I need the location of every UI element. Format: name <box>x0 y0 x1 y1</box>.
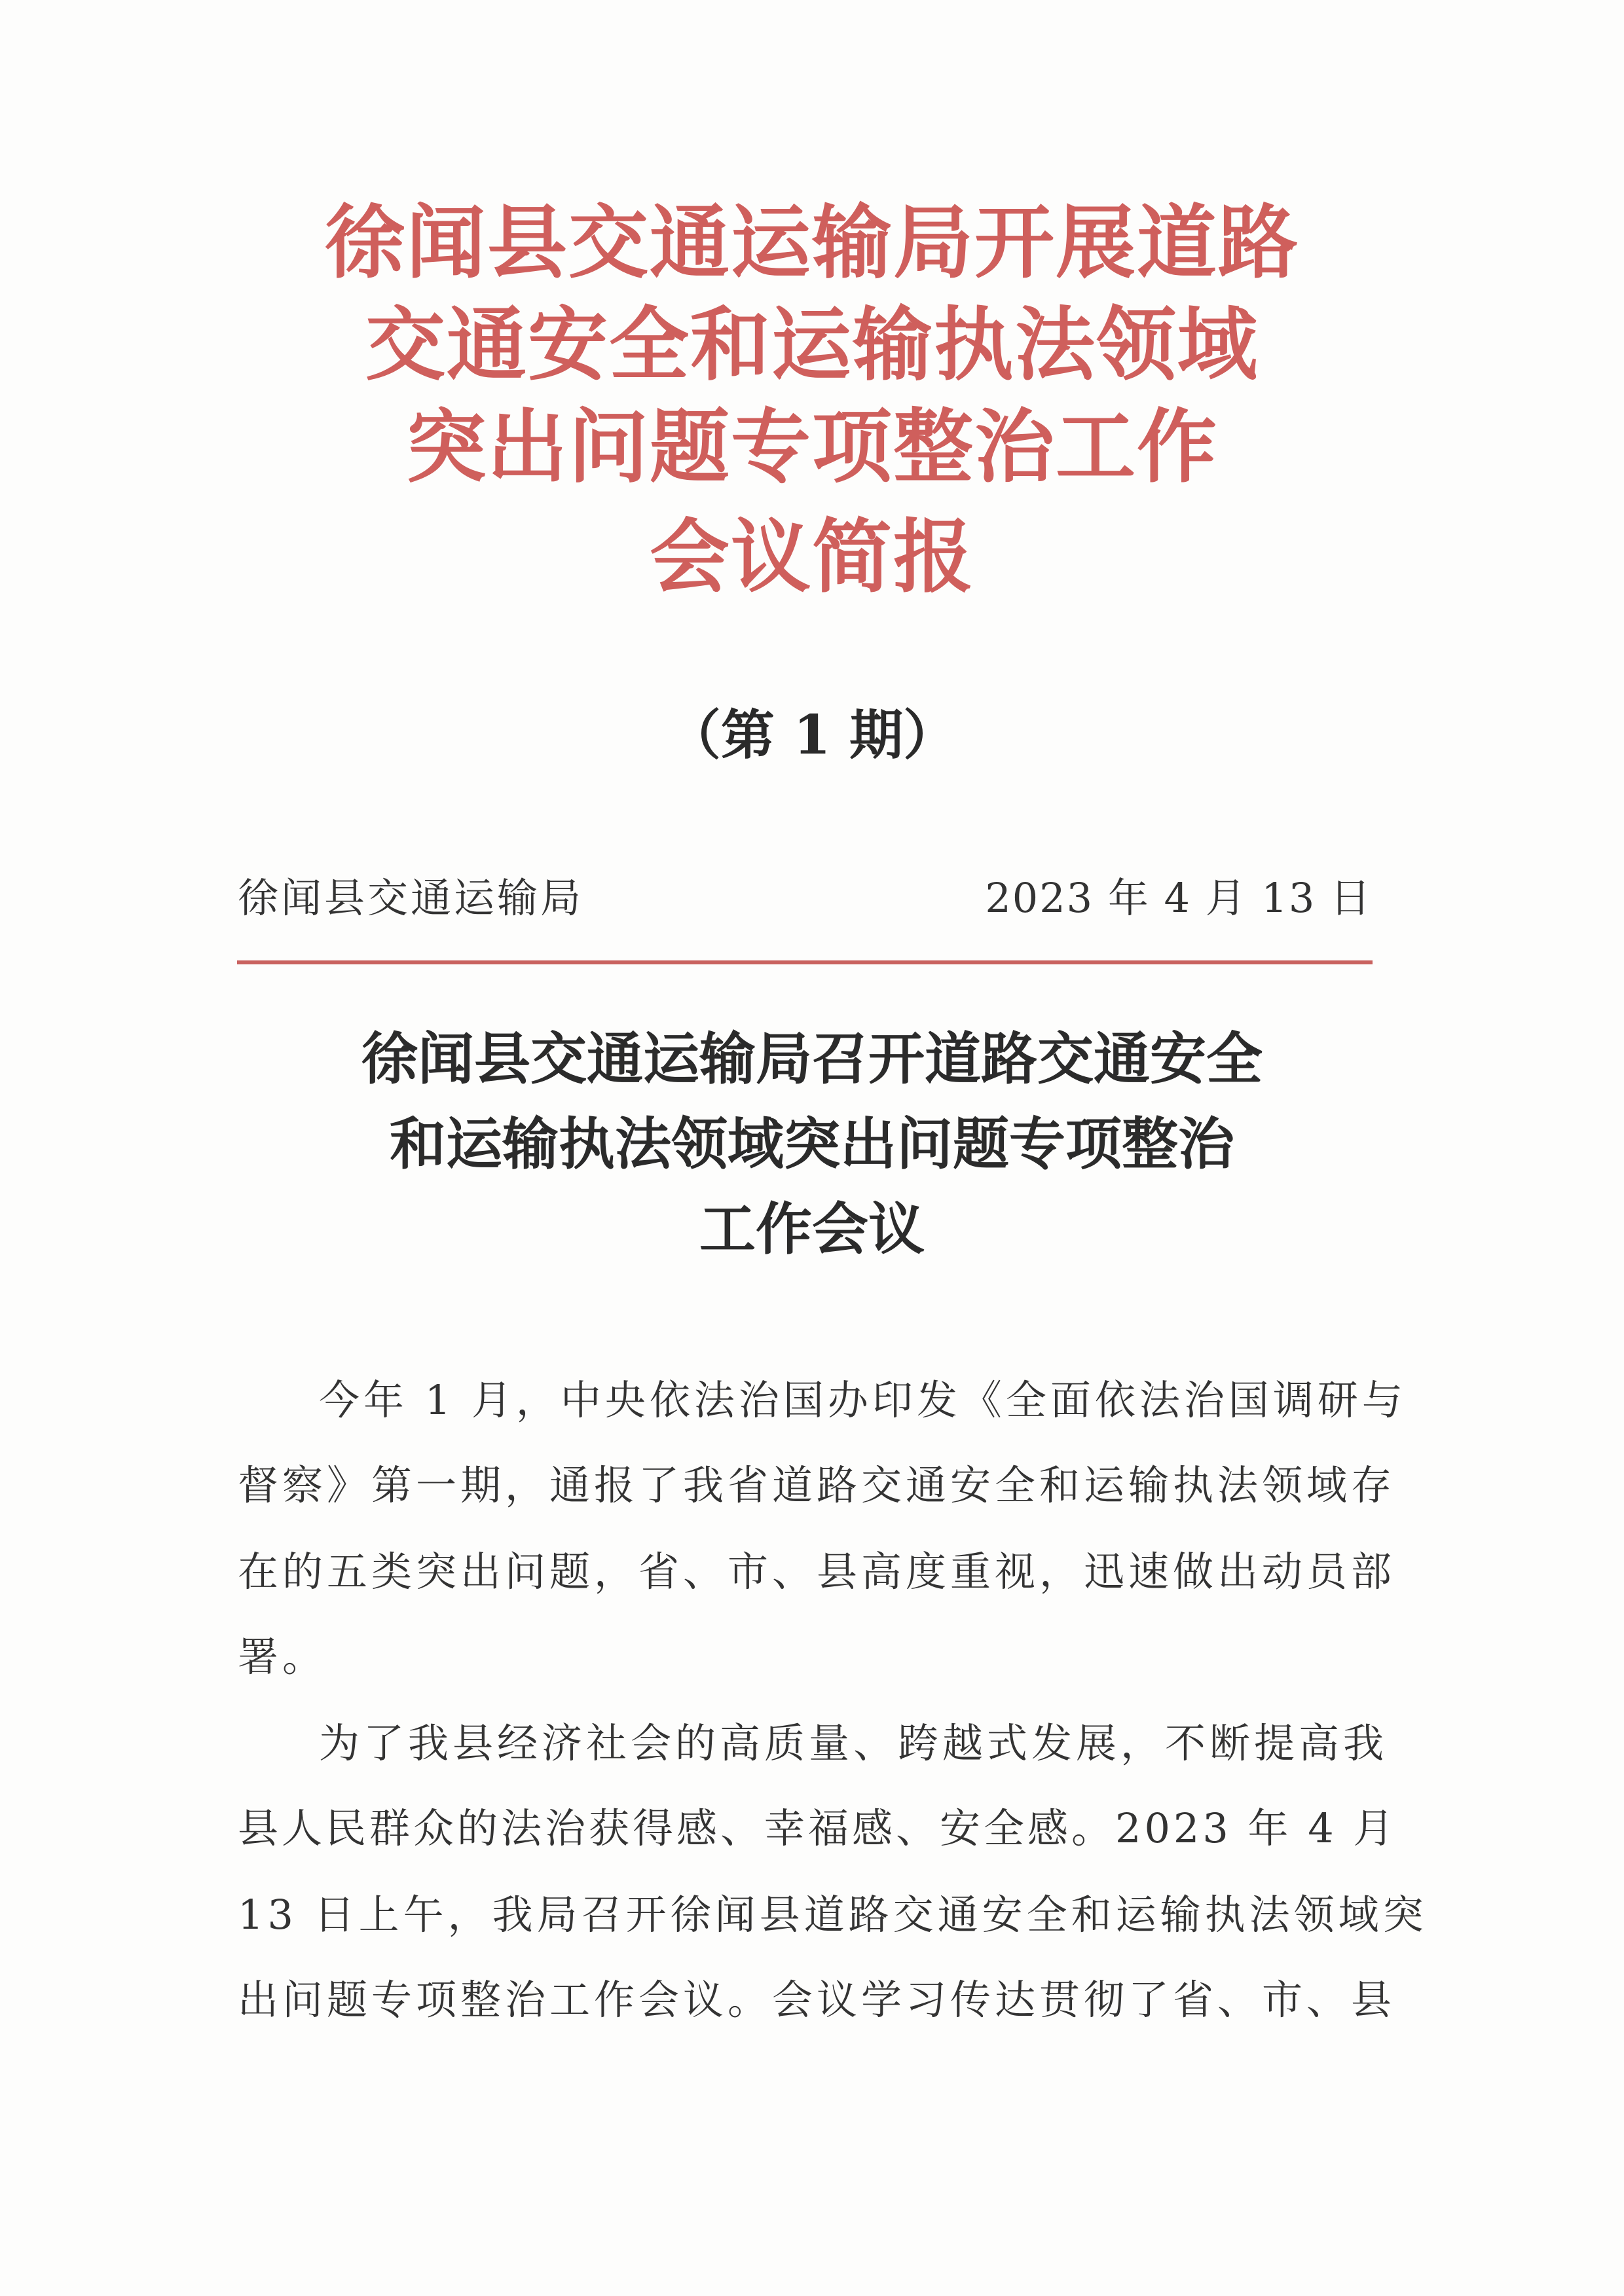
article-title-line-3: 工作会议 <box>699 1196 925 1262</box>
issuer-name: 徐闻县交通运输局 <box>238 874 584 922</box>
header-divider <box>237 960 1373 964</box>
meta-row <box>238 872 1372 924</box>
article-title-line-1: 徐闻县交通运输局召开道路交通安全 <box>361 1026 1263 1092</box>
paragraph-2-line: 出问题专项整治工作会议。会议学习传达贯彻了省、市、县 <box>238 1976 1396 2024</box>
banner-title-line-4: 会议简报 <box>650 511 974 604</box>
banner-title-line-1: 徐闻县交通运输局开展道路 <box>325 196 1299 289</box>
issue-number: （第 1 期） <box>667 704 957 767</box>
paragraph-1-line: 今年 1 月，中央依法治国办印发《全面依法治国调研与 <box>319 1376 1407 1424</box>
paragraph-1-line: 在的五类突出问题，省、市、县高度重视，迅速做出动员部 <box>238 1548 1396 1595</box>
banner-title-line-2: 交通安全和运输执法领域 <box>365 299 1259 392</box>
paragraph-1-line: 督察》第一期，通报了我省道路交通安全和运输执法领域存 <box>238 1461 1396 1509</box>
paragraph-2-line: 县人民群众的法治获得感、幸福感、安全感。2023 年 4 月 <box>238 1804 1397 1852</box>
issue-date: 2023 年 4 月 13 日 <box>985 874 1372 922</box>
paragraph-2-line: 为了我县经济社会的高质量、跨越式发展，不断提高我 <box>319 1719 1388 1767</box>
article-title-line-2: 和运输执法领域突出问题专项整治 <box>390 1111 1234 1177</box>
banner-title-line-3: 突出问题专项整治工作 <box>406 401 1218 494</box>
paragraph-2-line: 13 日上午，我局召开徐闻县道路交通安全和运输执法领域突 <box>238 1891 1428 1939</box>
paragraph-1-line: 署。 <box>238 1633 327 1681</box>
